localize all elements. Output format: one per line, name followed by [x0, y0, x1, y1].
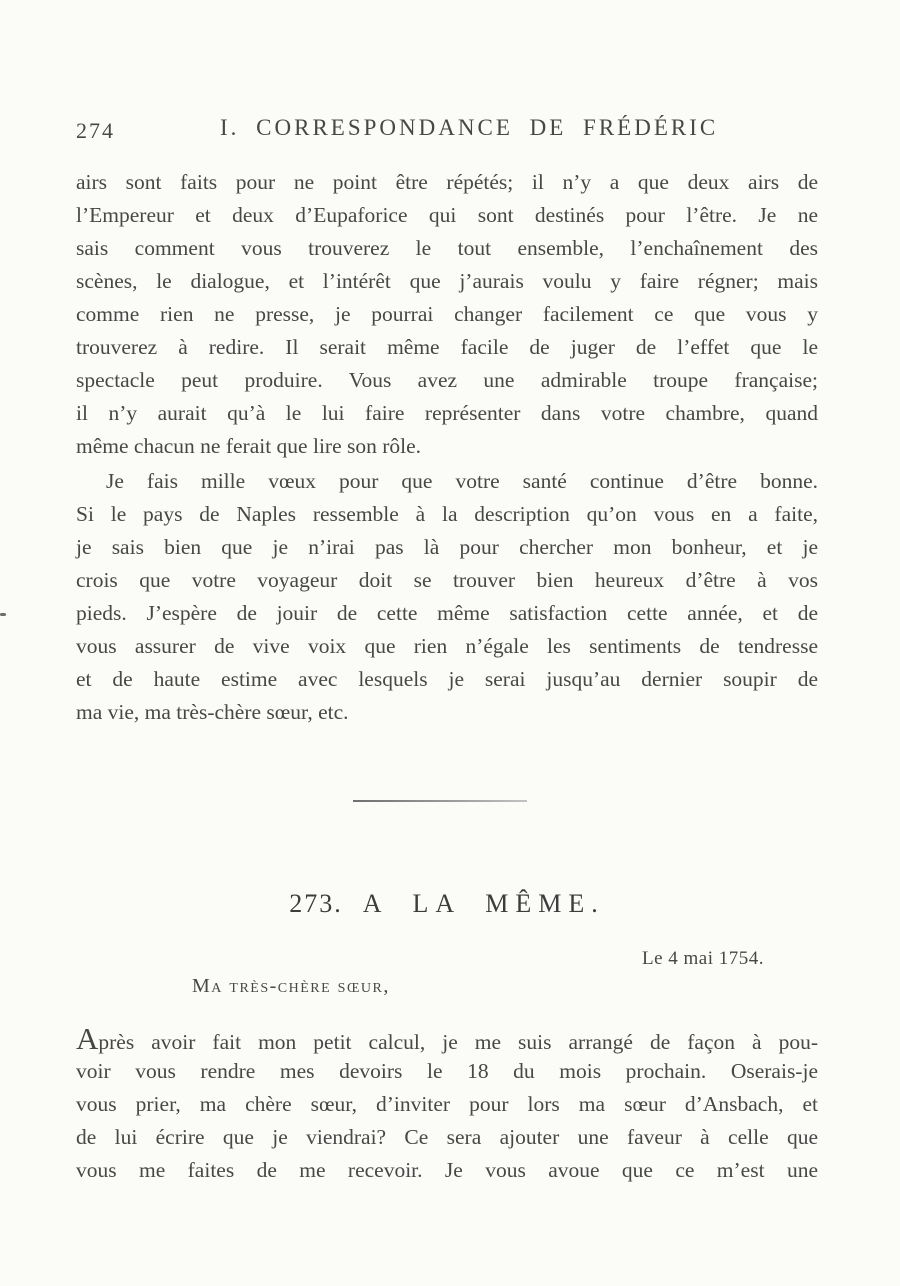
text-line: Si le pays de Naples ressemble à la description qu’on vous en a faite, — [76, 502, 818, 526]
text-line: Après avoir fait mon petit calcul, je me suis arrangé de façon à pou- — [76, 1021, 818, 1056]
text-line: pieds. J’espère de jouir de cette même satisfaction cette année, et de — [76, 601, 818, 625]
text-line: crois que votre voyageur doit se trouver bien heureux d’être à vos — [76, 568, 818, 592]
letter-title: A LA MÊME. — [362, 889, 605, 918]
page-edge-mark — [0, 613, 6, 616]
section-divider-rule — [353, 800, 527, 802]
text-line: airs sont faits pour ne point être répétés; il n’y a que deux airs de — [76, 170, 818, 194]
text-line: trouverez à redire. Il serait même facile de juger de l’effet que le — [76, 335, 818, 359]
letter-272-paragraph-2 — [76, 465, 818, 729]
text-line: voir vous rendre mes devoirs le 18 du mois prochain. Oserais-je — [76, 1059, 818, 1083]
text-line: même chacun ne ferait que lire son rôle. — [76, 434, 422, 458]
text-line: comme rien ne presse, je pourrai changer facilement ce que vous y — [76, 302, 818, 326]
letter-273-paragraph-1 — [76, 1022, 818, 1187]
letter-number: 273. — [289, 889, 343, 918]
text-line: et de haute estime avec lesquels je serai jusqu’au dernier soupir de — [76, 667, 818, 691]
text-line: vous prier, ma chère sœur, d’inviter pour lors ma sœur d’Ansbach, et — [76, 1092, 818, 1116]
text-line: il n’y aurait qu’à le lui faire représenter dans votre chambre, quand — [76, 401, 818, 425]
text-line: spectacle peut produire. Vous avez une admirable troupe française; — [76, 368, 818, 392]
text-line: Je fais mille vœux pour que votre santé continue d’être bonne. — [106, 469, 818, 493]
text-line: je sais bien que je n’irai pas là pour chercher mon bonheur, et je — [76, 535, 818, 559]
salutation: Ma très-chère sœur, — [192, 975, 390, 997]
page-number: 274 — [76, 118, 115, 143]
letter-272-paragraph-1 — [76, 166, 818, 463]
text-line: vous assurer de vive voix que rien n’égale les sentiments de tendresse — [76, 634, 818, 658]
text-line: l’Empereur et deux d’Eupaforice qui sont destinés pour l’être. Je ne — [76, 203, 818, 227]
letter-date: Le 4 mai 1754. — [641, 948, 764, 969]
text-line: sais comment vous trouverez le tout ensemble, l’enchaînement des — [76, 236, 818, 260]
text-line: vous me faites de me recevoir. Je vous avoue que ce m’est une — [76, 1158, 818, 1182]
text-line: ma vie, ma très-chère sœur, etc. — [76, 700, 349, 724]
letter-273-heading — [76, 889, 818, 919]
running-head-title: I. CORRESPONDANCE DE FRÉDÉRIC — [220, 115, 719, 140]
text-line: de lui écrire que je viendrai? Ce sera ajouter une faveur à celle que — [76, 1125, 818, 1149]
text-line: scènes, le dialogue, et l’intérêt que j’aurais voulu y faire régner; mais — [76, 269, 818, 293]
